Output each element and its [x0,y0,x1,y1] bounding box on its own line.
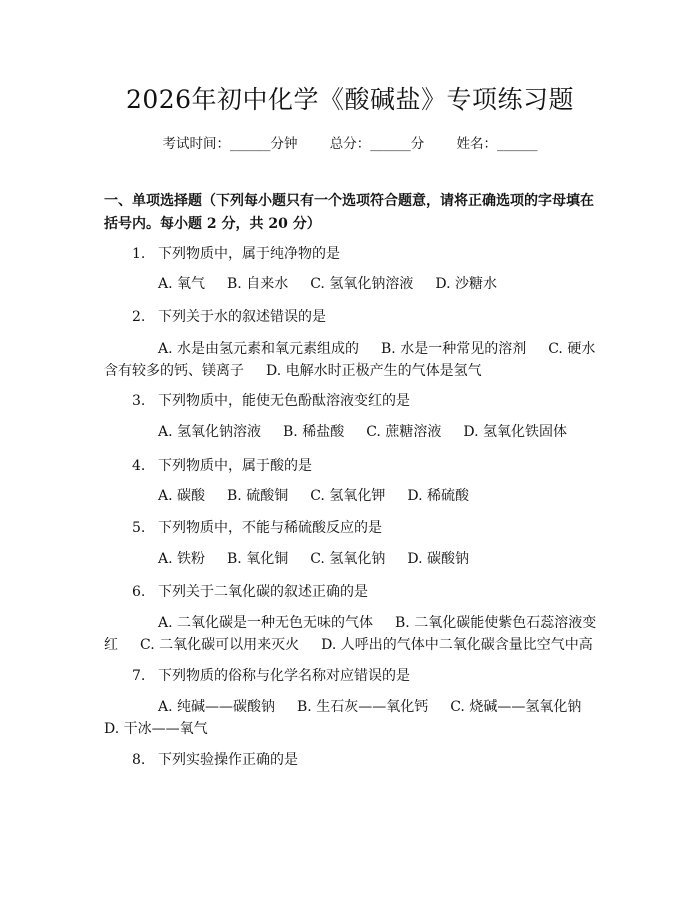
question-stem [132,244,597,264]
question-number: 8. [132,752,146,768]
answer-option: D. 碳酸钠 [407,551,469,567]
question-stem [132,518,597,538]
options-line [104,612,596,634]
section-heading-line-2: 括号内。每小题 2 分，共 20 分） [104,216,321,232]
options-line [104,360,596,382]
answer-option: D. 稀硫酸 [407,488,469,504]
answer-option: D. 人呼出的气体中二氧化碳含量比空气中高 [321,637,593,653]
question-number: 3. [132,393,146,409]
options-line [104,718,596,740]
answer-option: A. 碳酸 [158,488,206,504]
answer-option: A. 二氧化碳是一种无色无味的气体 [158,615,374,631]
question-options [104,485,596,507]
total-score: 总分：______分 [329,136,425,152]
section-heading-line-1: 一、单项选择题（下列每小题只有一个选项符合题意，请将正确选项的字母填在 [104,193,594,209]
exam-meta [0,132,700,152]
section-heading [104,190,596,236]
answer-option: D. 干冰——氧气 [104,721,208,737]
options-line [104,696,596,718]
answer-option: B. 硫酸铜 [227,488,289,504]
answer-option: D. 氢氧化铁固体 [463,424,567,440]
exam-time: 考试时间：______分钟 [162,136,298,152]
question-number: 5. [132,520,146,536]
answer-option: C. 氢氧化钾 [310,488,386,504]
answer-option: C. 蔗糖溶液 [366,424,442,440]
answer-option: B. 二氧化碳能使紫色石蕊溶液变 [395,615,597,631]
question-text: 下列关于二氧化碳的叙述正确的是 [158,584,368,600]
options-line [104,273,596,295]
question-stem [132,750,597,770]
question-text: 下列物质中，能使无色酚酞溶液变红的是 [158,393,410,409]
answer-option: D. 电解水时正极产生的气体是氢气 [266,363,482,379]
answer-option: A. 氧气 [158,276,206,292]
question-options [104,273,596,295]
answer-option: B. 氧化铜 [227,551,289,567]
answer-option: C. 二氧化碳可以用来灭火 [140,637,300,653]
question-options [104,612,596,656]
student-name: 姓名：______ [456,136,538,152]
answer-option: B. 自来水 [227,276,289,292]
answer-option: B. 生石灰——氧化钙 [297,699,429,715]
question-stem [132,666,597,686]
question-text: 下列物质中，不能与稀硫酸反应的是 [158,520,382,536]
question-text: 下列物质的俗称与化学名称对应错误的是 [158,668,410,684]
options-line [104,634,596,656]
answer-option: C. 氢氧化钠 [310,551,386,567]
question-number: 1. [132,246,146,262]
question-stem [132,456,597,476]
question-text: 下列物质中，属于酸的是 [158,458,312,474]
page-title: 2026年初中化学《酸碱盐》专项练习题 [125,85,575,114]
answer-option: C. 硬水 [548,341,596,357]
options-line [104,338,596,360]
question-options [104,421,596,443]
question-number: 7. [132,668,146,684]
options-line [104,421,596,443]
question-options [104,548,596,570]
answer-option: B. 水是一种常见的溶剂 [381,341,527,357]
question-stem [132,391,597,411]
answer-option: A. 氢氧化钠溶液 [158,424,262,440]
answer-option: A. 纯碱——碳酸钠 [158,699,276,715]
question-text: 下列物质中，属于纯净物的是 [158,246,340,262]
answer-option: 红 [104,637,118,653]
answer-option: C. 烧碱——氢氧化钠 [450,699,582,715]
question-options [104,338,596,382]
question-text: 下列关于水的叙述错误的是 [158,309,326,325]
question-text: 下列实验操作正确的是 [158,752,298,768]
question-number: 4. [132,458,146,474]
answer-option: 含有较多的钙、镁离子 [104,363,244,379]
question-options [104,696,596,740]
answer-option: B. 稀盐酸 [283,424,345,440]
question-stem [132,307,597,327]
options-line [104,485,596,507]
answer-option: A. 水是由氢元素和氧元素组成的 [158,341,360,357]
options-line [104,548,596,570]
question-stem [132,582,597,602]
question-number: 2. [132,309,146,325]
question-number: 6. [132,584,146,600]
answer-option: A. 铁粉 [158,551,206,567]
answer-option: D. 沙糖水 [435,276,497,292]
answer-option: C. 氢氧化钠溶液 [310,276,414,292]
